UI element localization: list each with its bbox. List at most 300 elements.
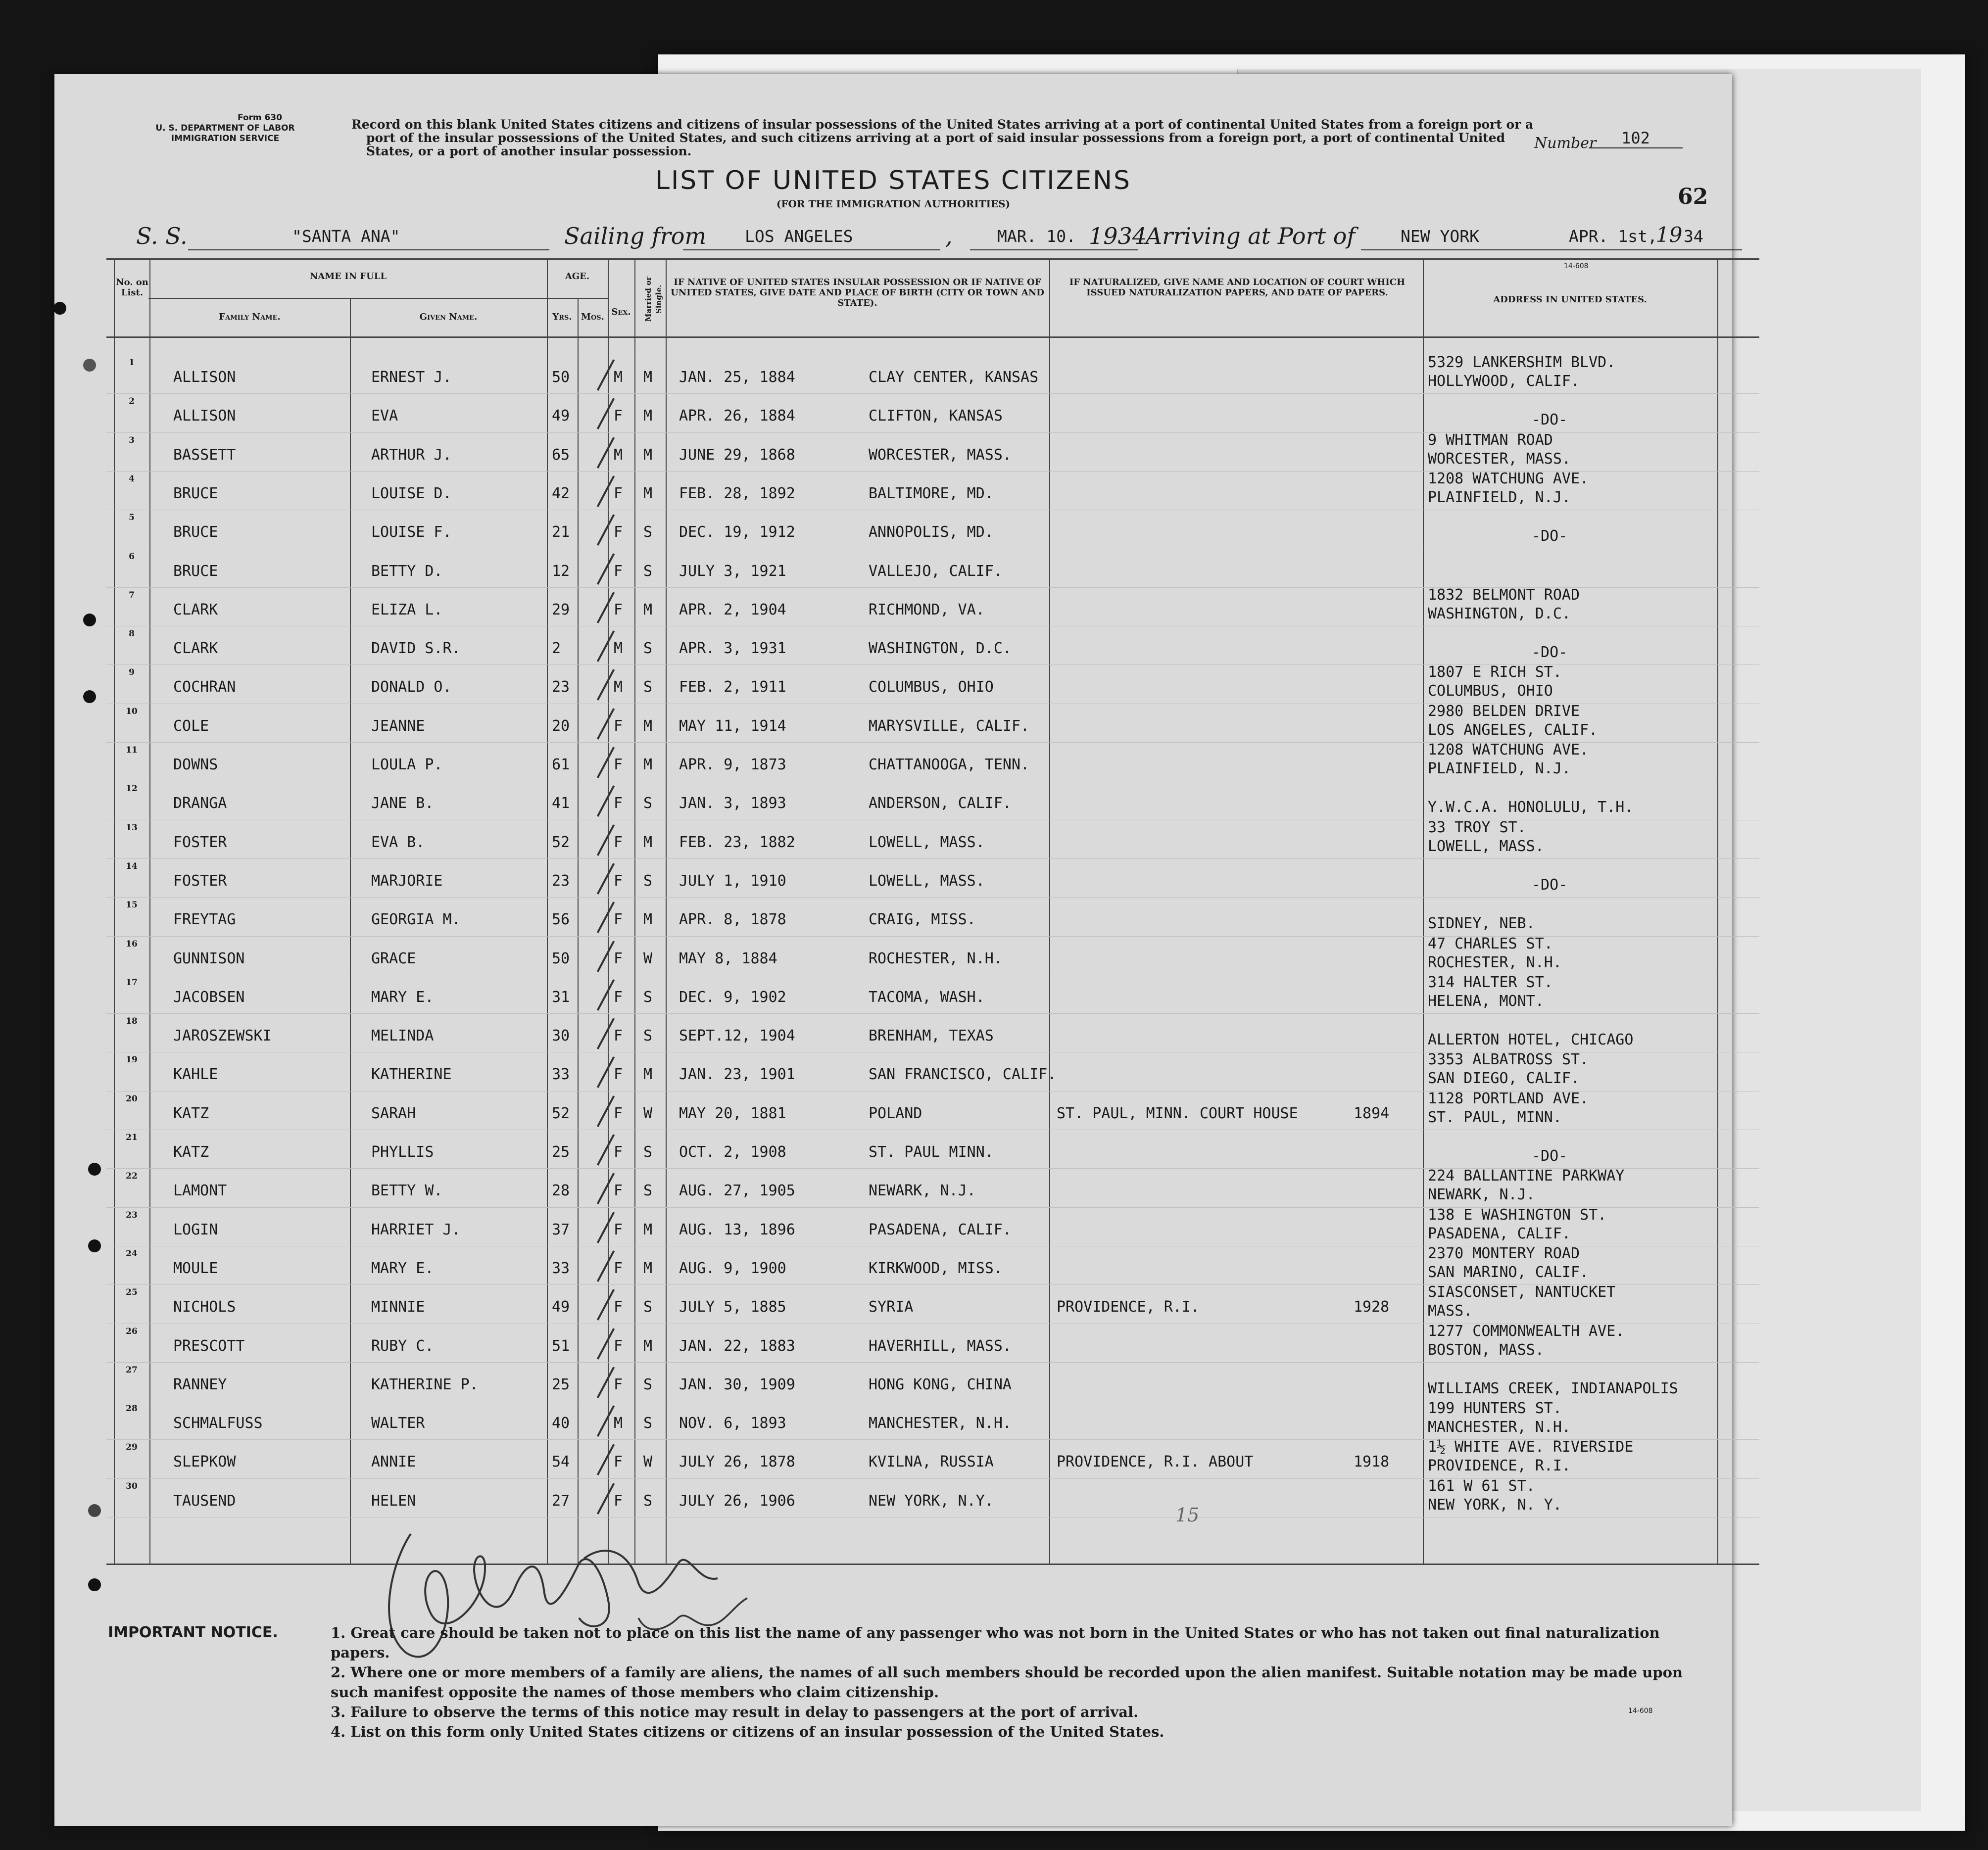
cell-ms: S (643, 640, 653, 658)
name-header-rule (148, 298, 604, 299)
cell-bplace: CLIFTON, KANSAS (869, 407, 1003, 425)
cell-sex: M (614, 1415, 623, 1432)
row-number: 10 (126, 706, 138, 716)
header-married-single: Married or Single. (644, 277, 663, 322)
cell-ms: M (643, 756, 653, 773)
ruled-line (106, 393, 1759, 394)
cell-age: 40 (552, 1415, 570, 1432)
tally-mark (597, 1018, 615, 1049)
cell-age: 30 (552, 1027, 570, 1045)
cell-age: 50 (552, 369, 570, 386)
page-subtitle: (FOR THE IMMIGRATION AUTHORITIES) (776, 198, 1011, 210)
cell-address-line1: 199 HUNTERS ST. (1428, 1400, 1562, 1418)
punch-hole (88, 1163, 101, 1176)
cell-bdate: SEPT.12, 1904 (679, 1027, 795, 1045)
cell-bplace: KVILNA, RUSSIA (869, 1453, 994, 1471)
cell-address-line1: 2980 BELDEN DRIVE (1428, 702, 1580, 720)
cell-address-line2: SIDNEY, NEB. (1428, 915, 1535, 933)
page-stamp-number: 62 (1678, 184, 1708, 209)
cell-age: 23 (552, 872, 570, 890)
cell-ms: M (643, 446, 653, 464)
cell-given: ANNIE (371, 1453, 416, 1471)
cell-sex: M (614, 678, 623, 696)
cell-sex: F (614, 1492, 623, 1510)
cell-bplace: ANNOPOLIS, MD. (869, 523, 994, 541)
row-number: 15 (126, 900, 138, 910)
tally-mark (597, 824, 615, 856)
cell-family: SLEPKOW (173, 1453, 236, 1471)
tally-mark (597, 514, 615, 546)
cell-family: LAMONT (173, 1182, 227, 1200)
cell-family: KATZ (173, 1143, 209, 1161)
cell-family: FOSTER (173, 833, 227, 851)
cell-bdate: FEB. 2, 1911 (679, 678, 786, 696)
cell-sex: F (614, 1259, 623, 1277)
cell-family: COLE (173, 717, 209, 735)
cell-address-line2: ALLERTON HOTEL, CHICAGO (1428, 1031, 1634, 1049)
cell-bdate: JAN. 3, 1893 (679, 795, 786, 812)
cell-sex: F (614, 756, 623, 773)
cell-ms: S (643, 1376, 653, 1393)
cell-nat-date: 1894 (1354, 1104, 1390, 1122)
cell-age: 23 (552, 678, 570, 696)
cell-bplace: SYRIA (869, 1298, 914, 1316)
tally-mark (597, 553, 615, 585)
cell-given: MELINDA (371, 1027, 434, 1045)
cell-age: 33 (552, 1066, 570, 1084)
cell-family: BRUCE (173, 523, 218, 541)
cell-family: CLARK (173, 601, 218, 618)
cell-family: KATZ (173, 1104, 209, 1122)
punch-hole (88, 1239, 101, 1252)
row-number: 3 (129, 435, 135, 445)
cell-bplace: TACOMA, WASH. (869, 988, 985, 1006)
cell-family: LOGIN (173, 1221, 218, 1238)
cell-bdate: NOV. 6, 1893 (679, 1415, 786, 1432)
cell-given: MARY E. (371, 1259, 434, 1277)
cell-address-line2: COLUMBUS, OHIO (1428, 682, 1553, 700)
cell-given: EVA (371, 407, 398, 425)
cell-family: FOSTER (173, 872, 227, 890)
cell-address-line2: NEW YORK, N. Y. (1428, 1496, 1562, 1514)
cell-family: GUNNISON (173, 949, 245, 967)
tally-mark (597, 901, 615, 933)
cell-address-line1: 224 BALLANTINE PARKWAY (1428, 1167, 1625, 1185)
cell-address-line1: 314 HALTER ST. (1428, 973, 1553, 991)
cell-bplace: CLAY CENTER, KANSAS (869, 369, 1039, 386)
cell-bplace: SAN FRANCISCO, CALIF. (869, 1066, 1057, 1084)
tally-mark (597, 1134, 615, 1166)
cell-bdate: AUG. 13, 1896 (679, 1221, 795, 1238)
cell-address-line2: PLAINFIELD, N.J. (1428, 760, 1571, 777)
tally-mark (597, 592, 615, 623)
cell-address-line1: SIASCONSET, NANTUCKET (1428, 1283, 1616, 1301)
cell-given: DONALD O. (371, 678, 452, 696)
header-family-name: Family Name. (219, 312, 281, 322)
sail-date: MAR. 10. (997, 227, 1076, 246)
cell-address-line2: PASADENA, CALIF. (1428, 1225, 1571, 1242)
tally-mark (597, 1057, 615, 1089)
cell-bdate: APR. 26, 1884 (679, 407, 795, 425)
cell-sex: M (614, 446, 623, 464)
cell-sex: F (614, 833, 623, 851)
manifest-page: Form 630 U. S. DEPARTMENT OF LABOR IMMIGRATION SERVICE Record on this blank United States citizens and citizens of insular possessions of the United States arriving at a port of continental United States from a foreign port or a port of the insular possessions of the United States, and such citizens arriving at a port of said insular possessions from a foreign port, a port of continental United States, or a port of another insular possession. Number 102 LIST OF UNITED STATES CITIZENS (FOR THE IMMIGRATION AUTHORITIES) 62 S. S. "SANTA ANA" Sailing from LOS ANGELES , MAR. 10. 1934 Arriving at Port of NEW YORK APR. 1st, 19 34 14-608 No. on List. NAME IN FULL Family Name. Given Name. AGE. Yrs. Mos. Sex. Married or Single. IF NATIVE OF UNITED STATES INSULAR POSSESSION OR IF NATIVE OF UNITED STATES, GIVE DATE AND PLACE OF BIRTH (CITY OR TOWN AND STATE). IF NATURALIZED, GIVE NAME AND LOCATION OF COURT WHICH ISSUED NATURALIZATION PAPERS, AND DATE OF PAPERS. ADDRESS IN UNITED STATES. 1 ALLISON ERNEST J. 50 M M JAN. 25, 1884 CLAY CENTER, KANSAS 5329 LANKERSHIM BLVD. HOLLYWOOD, CALIF. 2 ALLISON EVA 49 F M APR. 26, 1884 CLIFTON, KANSAS -DO- 3 BASSETT ARTHUR J. 65 M M JUNE 29, 1868 WORCESTER, MASS. 9 WHITMAN ROAD WORCESTER, MASS. 4 BRUCE LOUISE D. 42 F M FEB. 28, 1892 BALTIMORE, MD. 1208 WATCHUNG AVE. PLAINFIELD, N.J. 5 BRUCE LOUISE F. 21 F S DEC. 19, 1912 ANNOPOLIS, MD. -DO- 6 BRUCE BETTY D. 12 F S JULY 3, 1921 VALLEJO, CALIF. 7 CLARK ELIZA L. 29 F M APR. 2, 1904 RICHMOND, VA. 1832 BELMONT ROAD WASHINGTON, D.C. 8 CLARK DAVID S.R. 2 M S APR. 3, 1931 WASHINGTON, D.C. -DO- 9 COCHRAN DONALD O. 23 M S FEB. 2, 1911 COLUMBUS, OHIO 1807 E RICH ST. COLUMBUS, OHIO 10 COLE JEANNE 20 F M MAY 11, 1914 MARYSVILLE, CALIF. 2980 BELDEN DRIVE LOS ANGELES, CALIF. 11 DOWNS LOULA P. 61 F M APR. 9, 1873 CHATTANOOGA, TENN. 1208 WATCHUNG AVE. PLAINFIELD, N.J. 12 DRANGA JANE B. 41 F S JAN. 3, 1893 ANDERSON, CALIF. Y.W.C.A. HONOLULU, T.H. 13 FOSTER EVA B. 52 F M FEB. 23, 1882 LOWELL, MASS. 33 TROY ST. LOWELL, MASS. 14 FOSTER MARJORIE 23 F S JULY 1, 1910 LOWELL, MASS. -DO- 15 FREYTAG GEORGIA M. 56 F M APR. 8, 1878 CRAIG, MISS. SIDNEY, NEB. 16 GUNNISON GRACE 50 F W MAY 8, 1884 ROCHESTER, N.H. 47 CHARLES ST. ROCHESTER, N.H. 17 JACOBSEN MARY E. 31 F S DEC. 9, 1902 TACOMA, WASH. 314 HALTER ST. HELENA, MONT. 18 JAROSZEWSKI MELINDA 30 F S SEPT.12, 1904 BRENHAM, TEXAS ALLERTON HOTEL, CHICAGO 19 KAHLE KATHERINE 33 F M JAN. 23, 1901 SAN FRANCISCO, CALIF. 3353 ALBATROSS ST. SAN DIEGO, CALIF. 20 KATZ SARAH 52 F W MAY 20, 1881 POLAND ST. PAUL, MINN. COURT HOUSE 1894 1128 PORTLAND AVE. ST. PAUL, MINN. 21 KATZ PHYLLIS 25 F S OCT. 2, 1908 ST. PAUL MINN. -DO- 22 LAMONT BETTY W. 28 F S AUG. 27, 1905 NEWARK, N.J. 224 BALLANTINE PARKWAY NEWARK, N.J. 23 LOGIN HARRIET J. 37 F M AUG. 13, 1896 PASADENA, CALIF. 138 E WASHINGTON ST. PASADENA, CALIF. 24 MOULE MARY E. 33 F M AUG. 9, 1900 KIRKWOOD, MISS. 2370 MONTERY ROAD SAN MARINO, CALIF. 25 NICHOLS MINNIE 49 F S JULY 5, 1885 SYRIA PROVIDENCE, R.I. 1928 SIASCONSET, NANTUCKET MASS. 26 PRESCOTT RUBY C. 51 F M JAN. 22, 1883 HAVERHILL, MASS. 1277 COMMONWEALTH AVE. BOSTON, MASS. 27 RANNEY KATHERINE P. 25 F S JAN. 30, 1909 HONG KONG, CHINA WILLIAMS CREEK, INDIANAPOLIS 28 SCHMALFUSS WALTER 40 M S NOV. 6, 1893 MANCHESTER, N.H. 199 HUNTERS ST. MANCHESTER, N.H. 29 SLEPKOW ANNIE 54 F W JULY 26, 1878 KVILNA, RUSSIA PROVIDENCE, R.I. ABOUT 1918 1½ WHITE AVE. RIVERSIDE PROVIDENCE, R.I. 30 TAUSEND HELEN 27 F S JULY 26, 1906 NEW YORK, N.Y. 161 W 61 ST. NEW YORK, N. Y. 15 IMPORTANT NOTICE. 1. Great care should be taken not to place on this list the name of any passenger who was not born in the United States or who has not taken out final naturalization papers. 2. Where one or more members of a family are aliens, the names of all such members should be recorded upon the alien manifest. Suitable notation may be made upon such manifest opposite the names of those members who claim citizenship. 3. Failure to observe the terms of this notice may result in delay to passengers at the port of arrival. 4. List on this form only United States citizens or citizens of an insular possession of the United States. 14-608 (54, 74, 1732, 1826)
cell-given: GEORGIA M. (371, 911, 461, 929)
arrival-year: 34 (1684, 227, 1703, 246)
cell-given: MARY E. (371, 988, 434, 1006)
cell-given: ARTHUR J. (371, 446, 452, 464)
cell-bdate: JAN. 23, 1901 (679, 1066, 795, 1084)
cell-sex: F (614, 872, 623, 890)
row-number: 19 (126, 1055, 138, 1065)
cell-ms: S (643, 1182, 653, 1200)
cell-sex: F (614, 523, 623, 541)
cell-age: 25 (552, 1376, 570, 1393)
cell-family: COCHRAN (173, 678, 236, 696)
cell-sex: F (614, 1182, 623, 1200)
cell-given: JEANNE (371, 717, 425, 735)
cell-bdate: DEC. 9, 1902 (679, 988, 786, 1006)
cell-nat-date: 1918 (1354, 1453, 1390, 1471)
cell-given: WALTER (371, 1415, 425, 1432)
cell-ms: M (643, 1066, 653, 1084)
header-bottom-rule (106, 336, 1759, 338)
cell-ms: S (643, 678, 653, 696)
cell-bdate: FEB. 23, 1882 (679, 833, 795, 851)
cell-family: TAUSEND (173, 1492, 236, 1510)
cell-bplace: NEW YORK, N.Y. (869, 1492, 994, 1510)
cell-address-line2: MANCHESTER, N.H. (1428, 1419, 1571, 1436)
from-port: LOS ANGELES (745, 227, 853, 246)
cell-address-line2: -DO- (1532, 644, 1568, 662)
row-number: 27 (126, 1365, 138, 1375)
cell-bdate: JULY 26, 1906 (679, 1492, 795, 1510)
cell-ms: M (643, 407, 653, 425)
cell-family: BRUCE (173, 484, 218, 502)
cell-age: 56 (552, 911, 570, 929)
cell-given: ERNEST J. (371, 369, 452, 386)
form-instructions: Record on this blank United States citizens and citizens of insular possessions of the United States arriving at a port of continental United States from a foreign port or a port of the insular possessions of the United States, and such citizens arriving at a port of said insular possessions from a foreign port, a port of continental United States, or a port of another insular possession. (351, 117, 1534, 158)
arriving-label: Arriving at Port of (1146, 223, 1356, 249)
cell-bdate: APR. 8, 1878 (679, 911, 786, 929)
cell-given: JANE B. (371, 795, 434, 812)
column-rule (1717, 258, 1718, 1564)
cell-bdate: APR. 9, 1873 (679, 756, 786, 773)
cell-address-line1: 3353 ALBATROSS ST. (1428, 1051, 1589, 1069)
cell-address-line1: 9 WHITMAN ROAD (1428, 431, 1553, 449)
header-yrs: Yrs. (552, 312, 572, 322)
cell-age: 27 (552, 1492, 570, 1510)
row-number: 9 (129, 667, 135, 678)
notice-item: 2. Where one or more members of a family are aliens, the names of all such members should be recorded upon the alien manifest. Suitable notation may be made upon such manifest opposite the names of those members who claim citizenship. (331, 1664, 1683, 1701)
notice-code: 14-608 (1628, 1707, 1653, 1715)
row-number: 20 (126, 1093, 138, 1104)
cell-family: ALLISON (173, 407, 236, 425)
cell-age: 28 (552, 1182, 570, 1200)
cell-address-line1: 1277 COMMONWEALTH AVE. (1428, 1322, 1625, 1340)
cell-bplace: LOWELL, MASS. (869, 833, 985, 851)
cell-given: MARJORIE (371, 872, 443, 890)
cell-address-line2: SAN MARINO, CALIF. (1428, 1263, 1589, 1281)
number-label: Number (1534, 135, 1597, 152)
cell-bdate: MAY 20, 1881 (679, 1104, 786, 1122)
cell-bdate: FEB. 28, 1892 (679, 484, 795, 502)
cell-sex: F (614, 1066, 623, 1084)
cell-address-line2: PLAINFIELD, N.J. (1428, 488, 1571, 506)
row-number: 26 (126, 1326, 138, 1336)
row-number: 21 (126, 1133, 138, 1142)
cell-address-line1: 1128 PORTLAND AVE. (1428, 1090, 1589, 1107)
row-number: 5 (129, 513, 135, 523)
cell-age: 61 (552, 756, 570, 773)
sail-year: 1934 (1089, 223, 1147, 249)
arrival-year-prefix: 19 (1656, 223, 1683, 247)
cell-given: KATHERINE P. (371, 1376, 479, 1393)
cell-age: 49 (552, 407, 570, 425)
cell-sex: F (614, 1298, 623, 1316)
cell-address-line2: -DO- (1532, 1147, 1568, 1165)
column-rule (547, 258, 548, 1564)
cell-bdate: JULY 26, 1878 (679, 1453, 795, 1471)
tally-mark (597, 398, 615, 429)
punch-hole (88, 1504, 101, 1517)
tally-mark (597, 863, 615, 895)
cell-given: KATHERINE (371, 1066, 452, 1084)
punch-hole (83, 690, 96, 703)
notice-item: 4. List on this form only United States citizens or citizens of an insular possession of the United States. (331, 1723, 1164, 1740)
cell-address-line1: 161 W 61 ST. (1428, 1477, 1535, 1495)
cell-given: HELEN (371, 1492, 416, 1510)
ruled-line (106, 1013, 1759, 1014)
cell-bdate: JULY 5, 1885 (679, 1298, 786, 1316)
cell-sex: F (614, 1453, 623, 1471)
cell-given: HARRIET J. (371, 1221, 461, 1238)
cell-ms: S (643, 1143, 653, 1161)
cell-sex: M (614, 640, 623, 658)
tally-mark (597, 359, 615, 391)
tally-mark (597, 785, 615, 817)
header-naturalized: IF NATURALIZED, GIVE NAME AND LOCATION OF COURT WHICH ISSUED NATURALIZATION PAPERS, AND DATE OF PAPERS. (1069, 277, 1406, 298)
ruled-line (106, 858, 1759, 859)
cell-bdate: APR. 2, 1904 (679, 601, 786, 618)
cell-sex: F (614, 1143, 623, 1161)
tally-mark (597, 475, 615, 507)
tally-mark (597, 1367, 615, 1398)
row-number: 29 (126, 1442, 138, 1453)
cell-family: FREYTAG (173, 911, 236, 929)
cell-ms: M (643, 601, 653, 618)
cell-given: ELIZA L. (371, 601, 443, 618)
cell-nat-date: 1928 (1354, 1298, 1390, 1316)
row-number: 24 (126, 1248, 138, 1259)
cell-ms: M (643, 369, 653, 386)
cell-sex: F (614, 484, 623, 502)
cell-family: PRESCOTT (173, 1337, 245, 1355)
cell-age: 54 (552, 1453, 570, 1471)
header-address: ADDRESS IN UNITED STATES. (1493, 294, 1647, 305)
cell-address-line1: 47 CHARLES ST. (1428, 935, 1553, 952)
header-birth: IF NATIVE OF UNITED STATES INSULAR POSSESSION OR IF NATIVE OF UNITED STATES, GIVE DATE AND PLACE OF BIRTH (CITY OR TOWN AND STATE). (671, 277, 1044, 308)
cell-age: 51 (552, 1337, 570, 1355)
row-number: 30 (126, 1481, 138, 1491)
cell-bdate: MAY 8, 1884 (679, 949, 777, 967)
header-age: AGE. (565, 271, 590, 282)
cell-ms: S (643, 872, 653, 890)
cell-bplace: PASADENA, CALIF. (869, 1221, 1012, 1238)
tally-mark (597, 1444, 615, 1476)
cell-nat: PROVIDENCE, R.I. (1057, 1298, 1200, 1316)
header-sex: Sex. (611, 307, 631, 317)
cell-sex: F (614, 949, 623, 967)
cell-age: 42 (552, 484, 570, 502)
cell-address-line2: MASS. (1428, 1302, 1473, 1320)
cell-sex: F (614, 795, 623, 812)
cell-age: 2 (552, 640, 561, 658)
cell-sex: F (614, 717, 623, 735)
tally-mark (597, 1173, 615, 1204)
cell-bplace: BALTIMORE, MD. (869, 484, 994, 502)
cell-ms: S (643, 562, 653, 580)
cell-bdate: JAN. 22, 1883 (679, 1337, 795, 1355)
table-bottom-rule (106, 1564, 1759, 1565)
punch-hole (83, 614, 96, 626)
cell-address-line1: 1208 WATCHUNG AVE. (1428, 741, 1589, 759)
cell-family: DRANGA (173, 795, 227, 812)
cell-bplace: WORCESTER, MASS. (869, 446, 1012, 464)
cell-address-line1: 1½ WHITE AVE. RIVERSIDE (1428, 1438, 1634, 1456)
cell-sex: F (614, 601, 623, 618)
form-identifier: Form 630 U. S. DEPARTMENT OF LABOR IMMIGRATION SERVICE (155, 113, 295, 143)
column-rule (634, 258, 635, 1564)
cell-age: 29 (552, 601, 570, 618)
tally-mark (597, 1095, 615, 1127)
column-rule (1049, 258, 1050, 1564)
ruled-line (106, 1362, 1759, 1363)
cell-bplace: ROCHESTER, N.H. (869, 949, 1003, 967)
cell-ms: M (643, 833, 653, 851)
cell-address-line2: HELENA, MONT. (1428, 992, 1544, 1010)
cell-nat: PROVIDENCE, R.I. ABOUT (1057, 1453, 1254, 1471)
row-number: 25 (126, 1287, 138, 1298)
cell-address-line2: Y.W.C.A. HONOLULU, T.H. (1428, 799, 1634, 816)
cell-given: EVA B. (371, 833, 425, 851)
cell-family: KAHLE (173, 1066, 218, 1084)
cell-age: 25 (552, 1143, 570, 1161)
cell-address-line1: 1832 BELMONT ROAD (1428, 586, 1580, 604)
cell-ms: W (643, 1453, 653, 1471)
cell-sex: F (614, 407, 623, 425)
ship-name: "SANTA ANA" (292, 227, 400, 246)
cell-given: BETTY W. (371, 1182, 443, 1200)
row-number: 4 (129, 474, 135, 484)
punch-hole (53, 302, 66, 315)
cell-bplace: LOWELL, MASS. (869, 872, 985, 890)
cell-bplace: NEWARK, N.J. (869, 1182, 976, 1200)
row-number: 11 (126, 745, 138, 755)
cell-family: ALLISON (173, 369, 236, 386)
tally-mark (597, 1250, 615, 1282)
tally-mark (597, 747, 615, 778)
cell-bdate: AUG. 27, 1905 (679, 1182, 795, 1200)
cell-ms: M (643, 717, 653, 735)
cell-address-line1: 1208 WATCHUNG AVE. (1428, 470, 1589, 487)
cell-age: 21 (552, 523, 570, 541)
cell-bplace: MARYSVILLE, CALIF. (869, 717, 1030, 735)
cell-ms: W (643, 949, 653, 967)
cell-address-line1: 5329 LANKERSHIM BLVD. (1428, 354, 1616, 371)
cell-family: RANNEY (173, 1376, 227, 1393)
cell-bplace: POLAND (869, 1104, 922, 1122)
cell-sex: F (614, 911, 623, 929)
cell-bplace: KIRKWOOD, MISS. (869, 1259, 1003, 1277)
arrival-port: NEW YORK (1401, 227, 1479, 246)
cell-given: SARAH (371, 1104, 416, 1122)
row-number: 7 (129, 590, 135, 600)
cell-given: RUBY C. (371, 1337, 434, 1355)
cell-bplace: COLUMBUS, OHIO (869, 678, 994, 696)
cell-bdate: JULY 1, 1910 (679, 872, 786, 890)
cell-age: 65 (552, 446, 570, 464)
cell-address-line2: HOLLYWOOD, CALIF. (1428, 373, 1580, 390)
header-mos: Mos. (581, 312, 604, 322)
notice-lead: IMPORTANT NOTICE. (108, 1624, 278, 1641)
cell-given: PHYLLIS (371, 1143, 434, 1161)
cell-family: DOWNS (173, 756, 218, 773)
cell-bdate: MAY 11, 1914 (679, 717, 786, 735)
cell-bplace: CRAIG, MISS. (869, 911, 976, 929)
cell-age: 33 (552, 1259, 570, 1277)
cell-address-line2: -DO- (1532, 527, 1568, 545)
cell-family: MOULE (173, 1259, 218, 1277)
cell-address-line1: 1807 E RICH ST. (1428, 664, 1562, 681)
column-rule (114, 258, 115, 1564)
tally-mark (597, 1212, 615, 1243)
cell-address-line2: ST. PAUL, MINN. (1428, 1108, 1562, 1126)
cell-ms: S (643, 1492, 653, 1510)
cell-given: LOULA P. (371, 756, 443, 773)
ss-label: S. S. (136, 223, 188, 249)
notice-items (331, 1623, 1716, 1742)
cell-address-line2: LOWELL, MASS. (1428, 837, 1544, 855)
cell-bdate: OCT. 2, 1908 (679, 1143, 786, 1161)
cell-sex: F (614, 562, 623, 580)
cell-ms: S (643, 1027, 653, 1045)
column-rule (149, 258, 150, 1564)
cell-age: 31 (552, 988, 570, 1006)
ruled-line (106, 897, 1759, 898)
arrival-date: APR. 1st, (1569, 227, 1657, 246)
punch-hole (83, 359, 96, 372)
notice-item: 3. Failure to observe the terms of this notice may result in delay to passengers at the port of arrival. (331, 1704, 1139, 1720)
cell-address-line2: PROVIDENCE, R.I. (1428, 1457, 1571, 1475)
cell-age: 50 (552, 949, 570, 967)
cell-bplace: RICHMOND, VA. (869, 601, 985, 618)
cell-address-line2: BOSTON, MASS. (1428, 1341, 1544, 1359)
cell-bplace: ST. PAUL MINN. (869, 1143, 994, 1161)
row-number: 16 (126, 939, 138, 949)
cell-bplace: BRENHAM, TEXAS (869, 1027, 994, 1045)
cell-family: NICHOLS (173, 1298, 236, 1316)
table-top-rule (106, 258, 1759, 260)
cell-address-line2: NEWARK, N.J. (1428, 1186, 1535, 1204)
column-rule (350, 298, 351, 1564)
sailing-label: Sailing from (564, 223, 707, 249)
cell-sex: F (614, 1337, 623, 1355)
cell-family: SCHMALFUSS (173, 1415, 263, 1432)
tally-mark (597, 979, 615, 1011)
cell-bdate: JULY 3, 1921 (679, 562, 786, 580)
cell-address-line2: SAN DIEGO, CALIF. (1428, 1070, 1580, 1088)
